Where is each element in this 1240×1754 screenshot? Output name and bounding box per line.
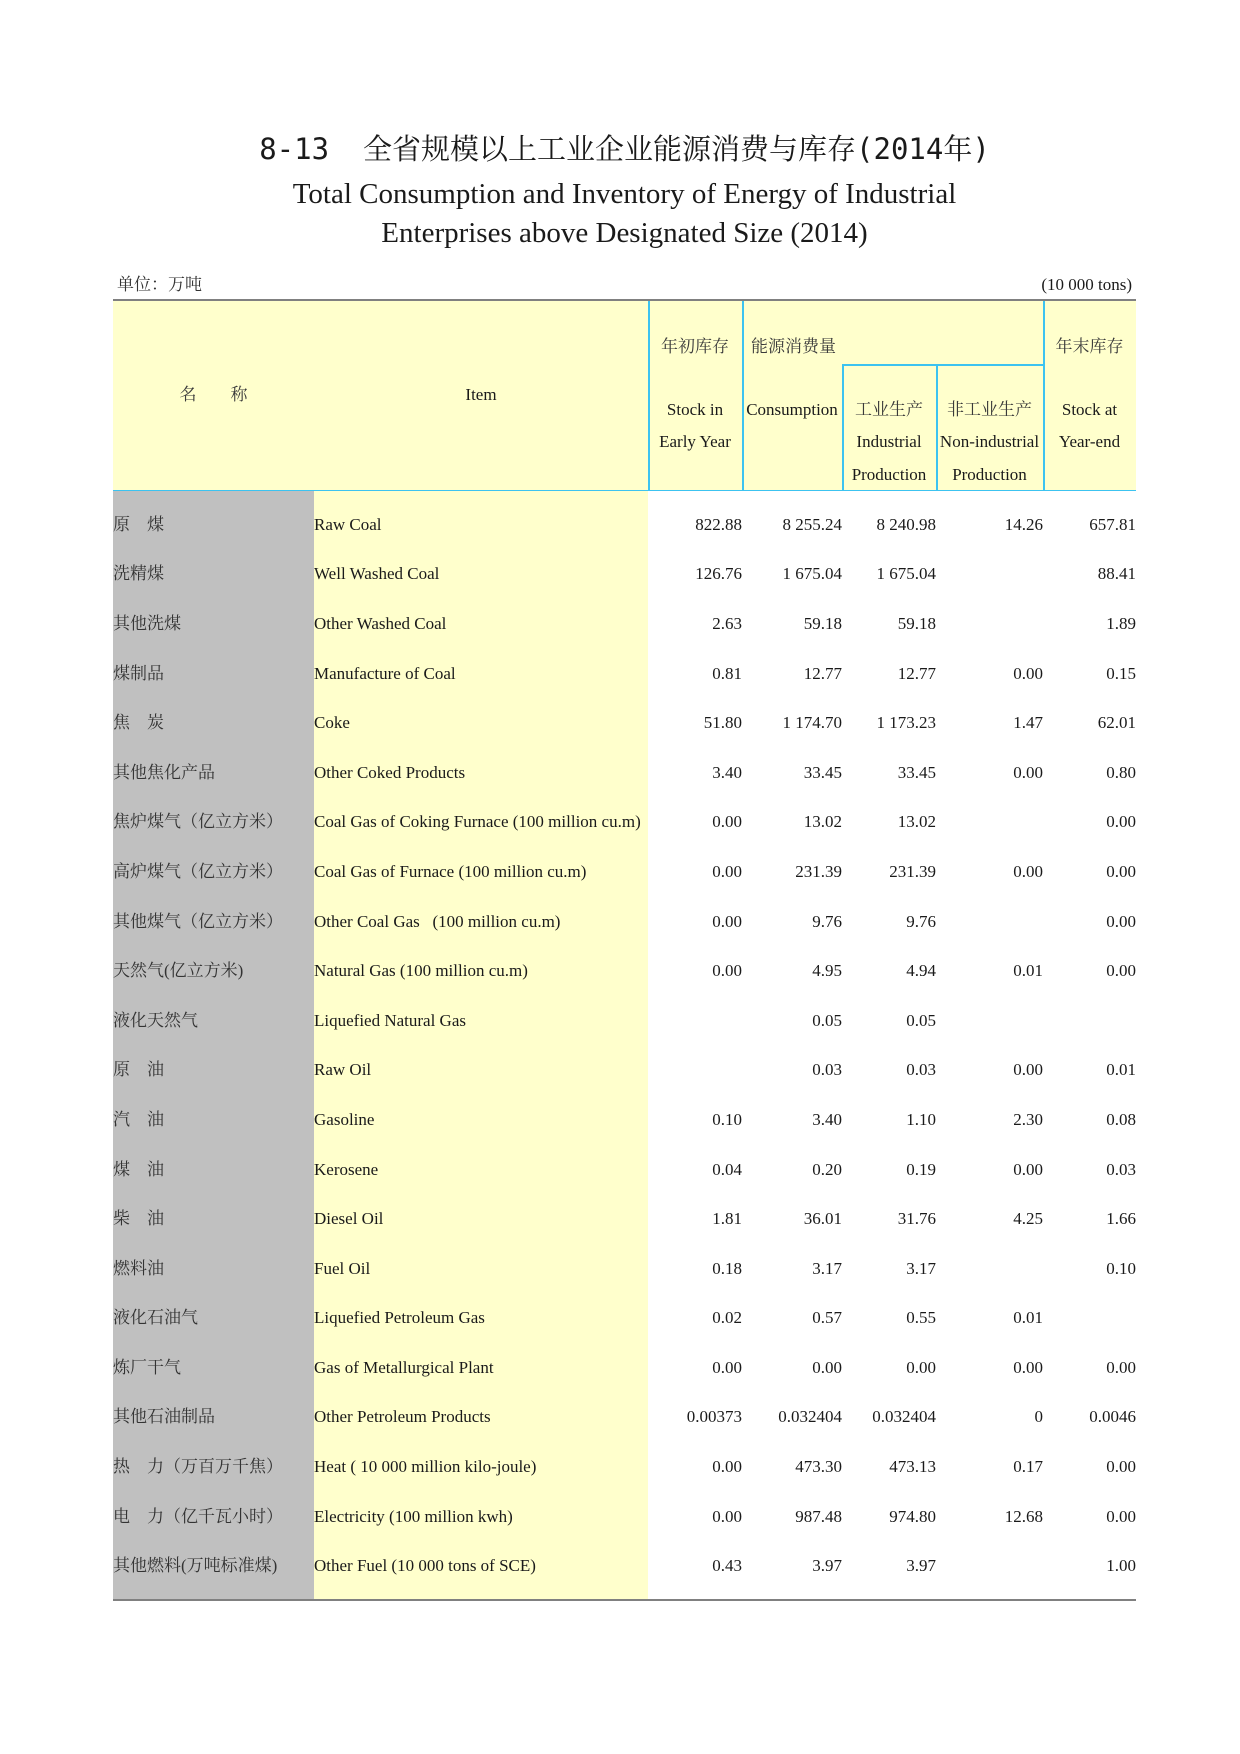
table-row	[113, 1393, 1136, 1443]
header-stock-end-en-line2: Year-end	[1058, 432, 1121, 451]
stock-begin-value: 0.00	[712, 1506, 742, 1526]
table-row	[113, 1492, 1136, 1542]
header-stock-end-zh: 年末库存	[1055, 337, 1124, 356]
non-industrial-value: 2.30	[1013, 1109, 1043, 1129]
consumption-value: 3.40	[812, 1109, 842, 1129]
table-row	[113, 748, 1136, 798]
energy-name-zh: 其他焦化产品	[113, 762, 215, 782]
column-rule	[648, 301, 650, 491]
consumption-value: 8 255.24	[782, 514, 842, 534]
energy-name-zh: 天然气(亿立方米)	[113, 961, 244, 981]
consumption-value: 0.05	[812, 1010, 842, 1030]
non-industrial-value: 0.01	[1013, 961, 1043, 981]
non-industrial-value: 0	[1034, 1407, 1043, 1427]
industrial-value: 0.19	[906, 1159, 936, 1179]
consumption-value: 13.02	[803, 812, 842, 832]
consumption-value: 987.48	[795, 1506, 842, 1526]
consumption-value: 1 675.04	[782, 564, 842, 584]
energy-name-zh: 洗精煤	[113, 564, 164, 584]
industrial-value: 0.55	[906, 1308, 936, 1328]
industrial-value: 3.17	[906, 1258, 936, 1278]
energy-item-en: Other Coked Products	[314, 762, 466, 782]
energy-name-zh: 燃料油	[113, 1258, 164, 1278]
stock-end-value: 0.00	[1106, 961, 1136, 981]
consumption-value: 12.77	[803, 663, 842, 683]
table-top-rule	[113, 299, 1136, 301]
energy-item-en: Natural Gas (100 million cu.m)	[314, 961, 528, 981]
consumption-value: 0.57	[812, 1308, 842, 1328]
industrial-value: 13.02	[897, 812, 936, 832]
industrial-value: 4.94	[906, 961, 936, 981]
stock-end-value: 88.41	[1097, 564, 1136, 584]
industrial-value: 33.45	[897, 762, 936, 782]
energy-name-zh: 汽 油	[113, 1109, 164, 1129]
energy-item-en: Diesel Oil	[314, 1209, 384, 1229]
stock-begin-value: 822.88	[695, 514, 742, 534]
consumption-value: 3.17	[812, 1258, 842, 1278]
stock-end-value: 0.00	[1106, 861, 1136, 881]
stock-begin-value	[648, 996, 742, 1046]
industrial-value: 3.97	[906, 1556, 936, 1576]
non-industrial-value: 0.00	[1013, 861, 1043, 881]
stock-end-value: 0.00	[1106, 1506, 1136, 1526]
energy-name-zh: 电 力（亿千瓦小时）	[113, 1506, 283, 1526]
consumption-value: 1 174.70	[782, 713, 842, 733]
unit-label-en: (10 000 tons)	[1041, 275, 1132, 294]
industrial-value: 974.80	[889, 1506, 936, 1526]
table-row	[113, 1046, 1136, 1096]
header-stock-begin-en-line1: Stock in	[666, 400, 724, 419]
stock-end-value: 0.80	[1106, 762, 1136, 782]
non-industrial-value: 0.00	[1013, 1060, 1043, 1080]
energy-name-zh: 煤制品	[113, 663, 164, 683]
stock-end-value: 0.00	[1106, 1457, 1136, 1477]
non-industrial-value: 12.68	[1004, 1506, 1043, 1526]
non-industrial-value: 4.25	[1013, 1209, 1043, 1229]
energy-item-en: Gas of Metallurgical Plant	[314, 1357, 494, 1377]
energy-name-zh: 柴 油	[113, 1209, 164, 1229]
table-number: 8-13	[259, 132, 330, 166]
stock-begin-value: 0.00	[712, 961, 742, 981]
industrial-value: 9.76	[906, 911, 936, 931]
stock-begin-value: 0.43	[712, 1556, 742, 1576]
consumption-value: 0.03	[812, 1060, 842, 1080]
consumption-value: 231.39	[795, 861, 842, 881]
column-rule	[1043, 301, 1045, 491]
consumption-value: 0.032404	[778, 1407, 842, 1427]
non-industrial-value: 14.26	[1004, 514, 1043, 534]
stock-begin-value: 2.63	[712, 613, 742, 633]
table-bottom-rule	[113, 1599, 1136, 1601]
consumption-value: 3.97	[812, 1556, 842, 1576]
industrial-value: 8 240.98	[876, 514, 936, 534]
header-non-industrial-en-line2: Production	[952, 465, 1027, 484]
stock-begin-value: 0.00373	[686, 1407, 742, 1427]
energy-name-zh: 热 力（万百万千焦）	[113, 1457, 283, 1477]
stock-begin-value: 0.00	[712, 911, 742, 931]
header-industrial-en-line1: Industrial	[856, 432, 922, 451]
non-industrial-value: 0.01	[1013, 1308, 1043, 1328]
stock-begin-value: 1.81	[712, 1209, 742, 1229]
stock-end-value: 0.0046	[1089, 1407, 1136, 1427]
table-row	[113, 649, 1136, 699]
header-stock-end-en-line1: Stock at	[1061, 400, 1118, 419]
table-row	[113, 550, 1136, 600]
stock-end-value: 0.15	[1106, 663, 1136, 683]
energy-item-en: Coke	[314, 713, 350, 733]
table-row	[113, 1244, 1136, 1294]
non-industrial-value: 0.17	[1013, 1457, 1043, 1477]
energy-name-zh: 液化天然气	[113, 1010, 198, 1030]
industrial-value: 12.77	[897, 663, 936, 683]
stock-begin-value: 0.00	[712, 861, 742, 881]
stock-end-value: 1.66	[1106, 1209, 1136, 1229]
table-row	[113, 1145, 1136, 1195]
table-row	[113, 1194, 1136, 1244]
industrial-value: 0.032404	[872, 1407, 936, 1427]
energy-item-en: Liquefied Natural Gas	[314, 1010, 466, 1030]
industrial-value: 231.39	[889, 861, 936, 881]
stock-end-value: 62.01	[1097, 713, 1136, 733]
column-rule	[742, 301, 744, 491]
energy-name-zh: 原 煤	[113, 514, 164, 534]
unit-label-zh: 单位：万吨	[117, 275, 202, 294]
energy-item-en: Gasoline	[314, 1109, 375, 1129]
energy-item-en: Well Washed Coal	[314, 564, 440, 584]
consumption-value: 33.45	[803, 762, 842, 782]
consumption-value: 0.20	[812, 1159, 842, 1179]
energy-item-en: Other Washed Coal	[314, 613, 447, 633]
header-non-industrial-en-line1: Non-industrial	[939, 432, 1040, 451]
non-industrial-value	[936, 897, 1043, 947]
stock-end-value: 657.81	[1089, 514, 1136, 534]
energy-item-en: Other Coal Gas (100 million cu.m)	[314, 911, 561, 931]
stock-end-value: 0.10	[1106, 1258, 1136, 1278]
energy-name-zh: 原 油	[113, 1060, 164, 1080]
industrial-value: 0.03	[906, 1060, 936, 1080]
energy-name-zh: 焦炉煤气（亿立方米）	[113, 812, 283, 832]
energy-item-en: Coal Gas of Furnace (100 million cu.m)	[314, 861, 587, 881]
header-industrial-en-line2: Production	[851, 465, 927, 484]
stock-end-value: 0.00	[1106, 911, 1136, 931]
non-industrial-value: 0.00	[1013, 1159, 1043, 1179]
stock-end-value: 0.00	[1106, 812, 1136, 832]
table-row	[113, 1541, 1136, 1591]
energy-item-en: Raw Oil	[314, 1060, 372, 1080]
non-industrial-value	[936, 1244, 1043, 1294]
page-title-zh	[113, 131, 1136, 167]
stock-end-value: 0.08	[1106, 1109, 1136, 1129]
energy-name-zh: 焦 炭	[113, 713, 164, 733]
table-row	[113, 897, 1136, 947]
page-title-en-line2: Enterprises above Designated Size (2014)	[381, 217, 868, 249]
header-consumption-en: Consumption	[746, 400, 838, 419]
industrial-value: 59.18	[897, 613, 936, 633]
stock-begin-value: 3.40	[712, 762, 742, 782]
energy-name-zh: 炼厂干气	[113, 1357, 181, 1377]
table-row	[113, 798, 1136, 848]
consumption-value: 59.18	[803, 613, 842, 633]
non-industrial-value: 0.00	[1013, 663, 1043, 683]
non-industrial-value: 0.00	[1013, 1357, 1043, 1377]
stock-end-value: 1.89	[1106, 613, 1136, 633]
non-industrial-value	[936, 996, 1043, 1046]
stock-begin-value: 126.76	[695, 564, 742, 584]
header-non-industrial-zh: 非工业生产	[947, 400, 1032, 419]
table-row	[113, 847, 1136, 897]
table-row	[113, 1294, 1136, 1344]
table-row	[113, 500, 1136, 550]
industrial-value: 1.10	[906, 1109, 936, 1129]
stock-begin-value: 0.02	[712, 1308, 742, 1328]
energy-item-en: Liquefied Petroleum Gas	[314, 1308, 485, 1328]
stock-begin-value: 51.80	[703, 713, 742, 733]
energy-name-zh: 其他煤气（亿立方米）	[113, 911, 283, 931]
energy-item-en: Coal Gas of Coking Furnace (100 million cu.m)	[314, 812, 641, 832]
energy-item-en: Fuel Oil	[314, 1258, 371, 1278]
stock-end-value: 1.00	[1106, 1556, 1136, 1576]
title-zh-text: 全省规模以上工业企业能源消费与库存(2014年)	[363, 132, 990, 166]
stock-begin-value: 0.04	[712, 1159, 742, 1179]
table-row	[113, 698, 1136, 748]
non-industrial-value	[936, 599, 1043, 649]
energy-item-en: Manufacture of Coal	[314, 663, 456, 683]
energy-name-zh: 其他石油制品	[113, 1407, 215, 1427]
industrial-value: 1 675.04	[876, 564, 936, 584]
energy-name-zh: 液化石油气	[113, 1308, 198, 1328]
header-stock-begin-en-line2: Early Year	[659, 432, 731, 451]
energy-name-zh: 其他洗煤	[113, 613, 181, 633]
stock-begin-value: 0.81	[712, 663, 742, 683]
consumption-value: 36.01	[803, 1209, 842, 1229]
stock-begin-value: 0.10	[712, 1109, 742, 1129]
energy-item-en: Raw Coal	[314, 514, 382, 534]
stock-end-value: 0.00	[1106, 1357, 1136, 1377]
header-stock-begin-zh: 年初库存	[661, 337, 729, 356]
energy-name-zh: 煤 油	[113, 1159, 164, 1179]
stock-begin-value: 0.00	[712, 1357, 742, 1377]
industrial-value: 0.00	[906, 1357, 936, 1377]
industrial-value: 1 173.23	[876, 713, 936, 733]
energy-table-body	[113, 500, 1136, 1591]
table-row	[113, 1442, 1136, 1492]
consumption-value: 4.95	[812, 961, 842, 981]
header-industrial-zh: 工业生产	[855, 400, 923, 419]
non-industrial-value	[936, 798, 1043, 848]
header-name-zh: 名 称	[179, 385, 248, 404]
page-title-en-line1: Total Consumption and Inventory of Energy of Industrial	[292, 178, 957, 210]
non-industrial-value	[936, 1541, 1043, 1591]
stock-begin-value: 0.18	[712, 1258, 742, 1278]
stock-end-value: 0.01	[1106, 1060, 1136, 1080]
table-row	[113, 946, 1136, 996]
energy-name-zh: 高炉煤气（亿立方米）	[113, 861, 283, 881]
header-item: Item	[465, 385, 497, 404]
industrial-value: 0.05	[906, 1010, 936, 1030]
stock-end-value: 0.03	[1106, 1159, 1136, 1179]
energy-item-en: Kerosene	[314, 1159, 379, 1179]
table-row	[113, 1095, 1136, 1145]
non-industrial-value	[936, 550, 1043, 600]
stock-end-value	[1043, 1294, 1136, 1344]
consumption-value: 473.30	[795, 1457, 842, 1477]
table-row	[113, 599, 1136, 649]
header-consumption-zh: 能源消费量	[751, 337, 836, 356]
consumption-value: 0.00	[812, 1357, 842, 1377]
energy-item-en: Electricity (100 million kwh)	[314, 1506, 513, 1526]
non-industrial-value: 1.47	[1013, 713, 1043, 733]
industrial-value: 31.76	[897, 1209, 936, 1229]
energy-item-en: Other Fuel (10 000 tons of SCE)	[314, 1556, 536, 1576]
table-row	[113, 996, 1136, 1046]
subheader-rule	[842, 364, 1044, 366]
energy-item-en: Other Petroleum Products	[314, 1407, 491, 1427]
energy-name-zh: 其他燃料(万吨标准煤)	[113, 1556, 278, 1576]
stock-begin-value	[648, 1046, 742, 1096]
table-row	[113, 1343, 1136, 1393]
non-industrial-value: 0.00	[1013, 762, 1043, 782]
table-header	[113, 300, 1136, 491]
consumption-value: 9.76	[812, 911, 842, 931]
stock-begin-value: 0.00	[712, 812, 742, 832]
industrial-value: 473.13	[889, 1457, 936, 1477]
stock-end-value	[1043, 996, 1136, 1046]
stock-begin-value: 0.00	[712, 1457, 742, 1477]
energy-item-en: Heat ( 10 000 million kilo-joule)	[314, 1457, 537, 1477]
